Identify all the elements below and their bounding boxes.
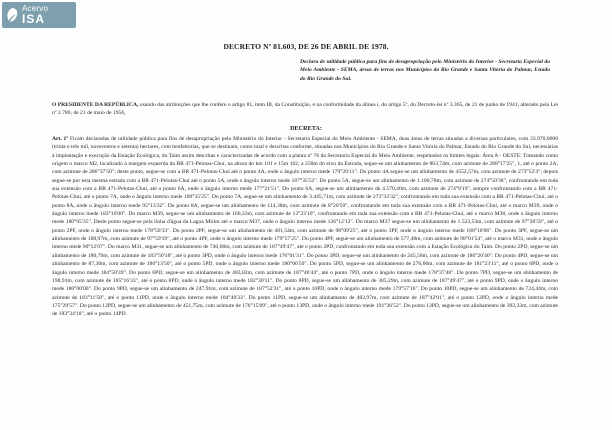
decree-summary: Declara de utilidade pública para fins de desapropriação pelo Ministério do Interior - Secretaria Especial do Meio Ambiente - SEMA, áreas de terras nos Municípios do Rio Grande e Santa Vitória do Palmar, Estado do Rio Grande do Sul. (300, 59, 550, 82)
logo-text-isa: ISA (22, 12, 46, 26)
logo-text-acervo: Acervo (22, 4, 49, 13)
preamble-lead: O PRESIDENTE DA REPÚBLICA, (52, 102, 139, 108)
decree-title: DECRETO Nº 81.603, DE 26 DE ABRIL DE 1978. (223, 42, 389, 51)
article-1-lead: Art. 1º (52, 136, 69, 142)
acervo-isa-logo (2, 2, 76, 28)
preamble-text: usando das atribuições que lhe confere o artigo 81, item III, da Constituição, e na conformidade da alínea i, do artigo 5º, do Decreto-lei nº 3.365, de 21 de junho de 1941, alterado pela Lei nº 2.786, de 21 de maio de 1956, (52, 102, 558, 117)
article-1 (52, 135, 558, 427)
article-1-text: Ficam declaradas de utilidade pública para fins de desapropriação pelo Ministério do Interior - Secretaria Especial do Meio Ambiente - SEMA, duas áreas de terras situadas a diversas particulares, com 33.970,0000 (trinta e três mil, novecentos e setenta) hectares, com benfeitorias, que se destinam, como total e descritas conforme, situadas nos Municípios do Rio Grande e Santa Vitória do Palmar, Estado do Rio Grande do Sul, necessárias à implantação e execução da Estação Ecológica, do Taim assim descritas e caracterizadas de acordo com a planta nº 76 da Secretaria Especial do Meio Ambiente, respeitados os limites legais. Área A - OESTE: Tomando como origem o marco M2, localizado à margem esquerda da BR 471-Pelotas-Chuí, na altura do km 101 e 15m 102, a 250m do eixo da Estrada, segue-se um alinhamento de 863,74m, com azimute de 288°17'25", 1, até o ponto 2A, com azimute de 286°37'50"; deste ponto, segue-se com a BR 471-Pelotas-Chuí até o ponto 4A, onde o ângulo interno mede 179°20'11". Do ponto 4A segue-se um alinhamento de 4552,57m, com azimute de 273°52'4"; depois segue-se por esta mesma estrada com a BR 471-Pelotas-Chuí até o ponto 5A, onde o ângulo interno mede 187°35'52". Do ponto 5A, segue-se um alinhamento de 1.100,78m, com azimute de 274°50'38", confrontando em toda sua extensão com a BR 471-Pelotas-Chuí, até o ponto 6A, onde o ângulo interno mede 177°21'51". Do ponto 6A, segue-se um alinhamento de 4.570,40m, com azimute de 274°8'19", sempre confrontando com a BR 471-Pelotas-Chuí, até o ponto 7A, onde o ângulo interno mede 180°35'25". Do ponto 7A, segue-se um alinhamento de 3.445,71m, com azimute de 273°33'32", confrontando em toda sua extensão com a BR 471-Pelotas-Chuí, até o ponto 8A, onde o ângulo interno mede 95°13'32". Do ponto 8A, segue-se um alinhamento de 114,38m, com azimute de 8°20'50", confrontando em toda sua extensão com a BR 471-Pelotas-Chuí, até o marco M39, onde o ângulo interno mede 183°16'00". Do marco M39, segue-se um alinhamento de 160,33m, com azimute de 13°23'10", confrontando em toda sua extensão com a BR 471-Pelotas-Chuí, até o marco M38, onde o ângulo interno mede 180°05'35". Deste ponto segue-se pela linha d'água da Lagoa Mirim até o marco M37, onde o ângulo interno mede 126°12'12". Do marco M37 segue-se um alinhamento de 1.523,53m, com azimute de 97°28'59", até o ponto 2PF, onde o ângulo interno mede 178°50'33". Do ponto 2PF, segue-se um alinhamento de 481,54m, com azimute de 98°09'25", até o ponto 3PF, onde o ângulo interno mede 180°10'06". Do ponto 3PF, segue-se um alinhamento de 188,97m, com azimute de 97°59'19", até o ponto 4PF, onde o ângulo interno mede 179°57'25". Do ponto 4PF, segue-se um alinhamento de 577,48m, com azimute de 98°01'54", até o marco M31, onde o ângulo interno mede 90°12'07". Do marco M31, segue-se um alinhamento de 740,68m, com azimute de 187°49'47", até o ponto 2PD, confrontando em toda sua extensão com a Estação Ecológica do Taim. Do ponto 2PD, segue-se um alinhamento de 180,79m, com azimute de 183°50'18", até o ponto 3PD, onde o ângulo interno mede 176°01'31". Do ponto 3PD, segue-se um alinhamento de 245,58m, com azimute de 186°20'40". Do ponto 4PD, segue-se um alinhamento de 87,36m, com azimute de 186°13'50", até o ponto 5PD, onde o ângulo interno mede 180°06'50". Do ponto 5PD, segue-se um alinhamento de 276,66m, com azimute de 181°23'11", até o ponto 6PD, onde o ângulo interno mede 184°50'39". Do ponto 6PD, segue-se um alinhamento de 483,82m, com azimute de 187°46'44", até o ponto 7PD, onde o ângulo interno mede 178°37'48". Do ponto 7PD, segue-se um alinhamento de 198,91m, com azimute de 185°16'33", até o ponto 8PD, onde o ângulo interno mede 182°30'11". Do ponto 8PD, segue-se um alinhamento de 385,29m, com azimute de 187°49'47", até o ponto 9PD, onde o ângulo interno mede 180°00'00". Do ponto 9PD, segue-se um alinhamento de 247,91m, com azimute de 187°52'31", até o ponto 10PD, onde o ângulo interno mede 179°57'16". Do ponto 10PD, segue-se um alinhamento de 724,44m, com azimute de 183°11'58", até o ponto 11PD, onde o ângulo interno mede 184°40'33". Do ponto 11PD, segue-se um alinhamento de 482,97m, com azimute de 187°42'01", até o ponto 12PD, onde o ângulo interno mede 175°29'57". Do ponto 12PD, segue-se um alinhamento de 451,75m, com azimute de 176°15'09", até o ponto 13PD, onde o ângulo interno mede 191°26'52". Do ponto 13PD, segue-se um alinhamento de 392,33m, com azimute de 183°34'18", até o ponto 14PD. (52, 136, 558, 318)
decreta-heading: DECRETA: (290, 125, 322, 132)
decree-preamble (52, 101, 558, 118)
leaf-icon (5, 7, 19, 23)
